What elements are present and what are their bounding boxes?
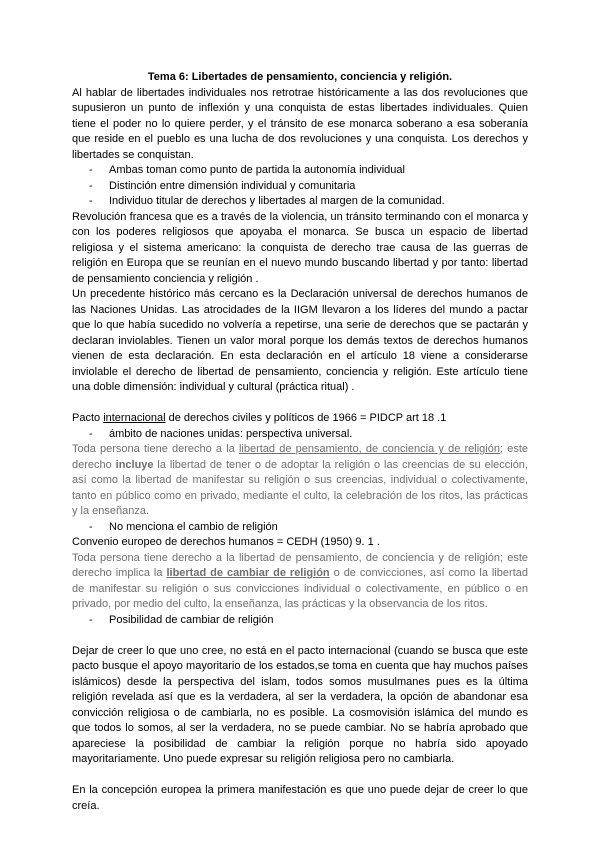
list-item: - Distinción entre dimensión individual y comunitaria xyxy=(72,179,528,195)
intro-paragraph: Al hablar de libertades individuales nos retrotrae históricamente a las dos revoluciones que supusieron un punto de inflexión y una conquista de estas libertades individuales. Quien tiene el poder no lo quiere perder, y el tránsito de ese monarca soberano a esa soberanía que reside en el pueblo es una lucha de dos revoluciones y una conquista. Los derechos y libertades se conquistan. xyxy=(72,86,528,161)
pacto-heading xyxy=(72,411,528,427)
french-revolution-paragraph: Revolución francesa que es a través de la violencia, un tránsito terminando con el monarca y con los poderes religiosos que apoyaba el monarca. Se busca un espacio de libertad religiosa y el sistema americano: la conquista de derecho trae causa de las guerras de religión en Europa que se reunían en el nuevo mundo buscando libertad y por tanto: libertad de pensamiento conciencia y religión . xyxy=(72,210,528,285)
cedh-quote xyxy=(72,551,528,613)
spacer xyxy=(72,768,528,784)
spacer xyxy=(72,396,528,412)
quote-underlined: libertad de pensamiento, de conciencia y de religión xyxy=(238,443,500,455)
quote-text: Toda persona tiene derecho a la xyxy=(72,443,239,455)
quote-text: Toda persona tiene derecho a la libertad de pensamiento, de conciencia y de religión; este derecho implica la xyxy=(72,551,528,579)
list-item: - Ambas toman como punto de partida la autonomía individual xyxy=(72,163,528,179)
quote-bold: incluye xyxy=(115,458,154,471)
quote-text: ; este derecho xyxy=(72,443,528,471)
pacto-prefix: Pacto xyxy=(72,412,104,424)
list-item: - ámbito de naciones unidas: perspectiva universal. xyxy=(72,427,528,443)
quote-bold-underlined: libertad de cambiar de religión xyxy=(166,567,330,579)
document-page xyxy=(72,70,528,814)
pacto-list xyxy=(72,427,528,443)
european-paragraph: En la concepción europea la primera manifestación es que uno puede dejar de creer lo que creía. xyxy=(72,784,528,812)
list-item: - Posibilidad de cambiar de religión xyxy=(72,613,528,629)
pidcp-note-list xyxy=(72,520,528,536)
list-item: - Individuo titular de derechos y libertades al margen de la comunidad. xyxy=(72,194,528,210)
pacto-suffix: de derechos civiles y políticos de 1966 = PIDCP art 18 .1 xyxy=(165,412,447,424)
islam-paragraph: Dejar de creer lo que uno cree, no está en el pacto internacional (cuando se busca que este pacto busque el apoyo mayoritario de los estados,se toma en cuenta que hay muchos países islámicos) desde la perspectiva del islam, todos somos musulmanes pues es la última religión revelada así que es la verdadera, al ser la verdadera, la opción de abandonar esa convicción religiosa o de cambiarla, no es posible. La cosmovisión islámica del mundo es que todos lo somos, al ser la verdadera, no se puede cambiar. No se habría aprobado que apareciese la posibilidad de cambiar la religión porque no habría sido apoyado mayoritariamente. Uno puede expresar su religión religiosa pero no cambiarla. xyxy=(72,644,528,765)
document-title: Tema 6: Libertades de pensamiento, conciencia y religión. xyxy=(147,71,453,83)
quote-text: o de convicciones, así como la libertad de manifestar su religión o sus convicciones individual o colectivamente, en público o en privado, por medio del culto, la enseñanza, las prácticas y la observancia de los ritos. xyxy=(72,567,528,610)
cedh-note-list xyxy=(72,613,528,629)
pidcp-quote xyxy=(72,442,528,520)
quote-text: la libertad de tener o de adoptar la religión o las creencias de su elección, así como la libertad de manifestar su religión o sus creencias, individual o colectivamente, tanto en público como en privado, mediante el culto, la celebración de los ritos, las prácticas y la enseñanza. xyxy=(72,458,528,517)
list-item: - No menciona el cambio de religión xyxy=(72,520,528,536)
convenio-heading: Convenio europeo de derechos humanos = CEDH (1950) 9. 1 . xyxy=(72,536,380,548)
pacto-underlined: internacional xyxy=(103,412,166,424)
spacer xyxy=(72,628,528,644)
revolutions-list xyxy=(72,163,528,210)
precedent-paragraph: Un precedente histórico más cercano es la Declaración universal de derechos humanos de las Naciones Unidas. Las atrocidades de la IIGM llevaron a los líderes del mundo a pactar que lo que había sucedido no volvería a repetirse, una serie de derechos que se pactarán y declaran inviolables. Tienen un valor moral porque los demás textos de derechos humanos vienen de esta declaración. En esta declaración en el artículo 18 viene a considerarse inviolable el derecho de libertad de pensamiento, conciencia y religión. Este artículo tiene una doble dimensión: individual y cultural (práctica ritual) . xyxy=(72,288,528,393)
